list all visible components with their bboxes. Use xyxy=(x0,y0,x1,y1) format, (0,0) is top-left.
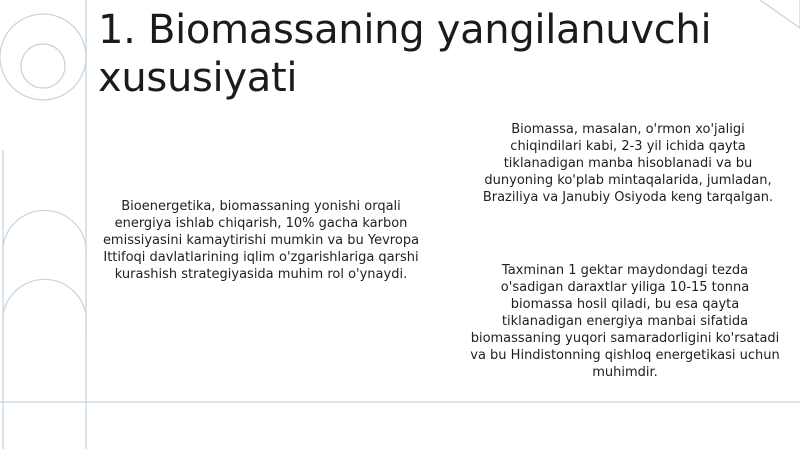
deco-circle-large xyxy=(0,14,86,100)
deco-circle-small xyxy=(21,44,65,88)
paragraph-right-bottom: Taxminan 1 gektar maydondagi tezda o'sadigan daraxtlar yiliga 10-15 tonna biomassa hosil qiladi, bu esa qayta tiklanadigan energiya manbai sifatida biomassaning yuqori samaradorligini ko'rsatadi va bu Hindistonning qishloq energetikasi uchun muhimdir. xyxy=(470,263,780,380)
slide-title: 1. Biomassaning yangilanuvchi xususiyati xyxy=(98,7,712,101)
paragraph-left: Bioenergetika, biomassaning yonishi orqali energiya ishlab chiqarish, 10% gacha karbon emissiyasini kamaytirishi mumkin va bu Yevropa Ittifoqi davlatlarining iqlim o'zgarishlariga qarshi kurashish strategiyasida muhim rol o'ynaydi. xyxy=(102,199,420,282)
deco-arch-lower xyxy=(3,279,86,338)
paragraph-right-top: Biomassa, masalan, o'rmon xo'jaligi chiqindilari kabi, 2-3 yil ichida qayta tiklanadigan manba hisoblanadi va bu dunyoning ko'plab mintaqalarida, jumladan, Braziliya va Janubiy Osiyoda keng tarqalgan. xyxy=(482,122,774,205)
deco-arch-upper xyxy=(3,210,86,262)
